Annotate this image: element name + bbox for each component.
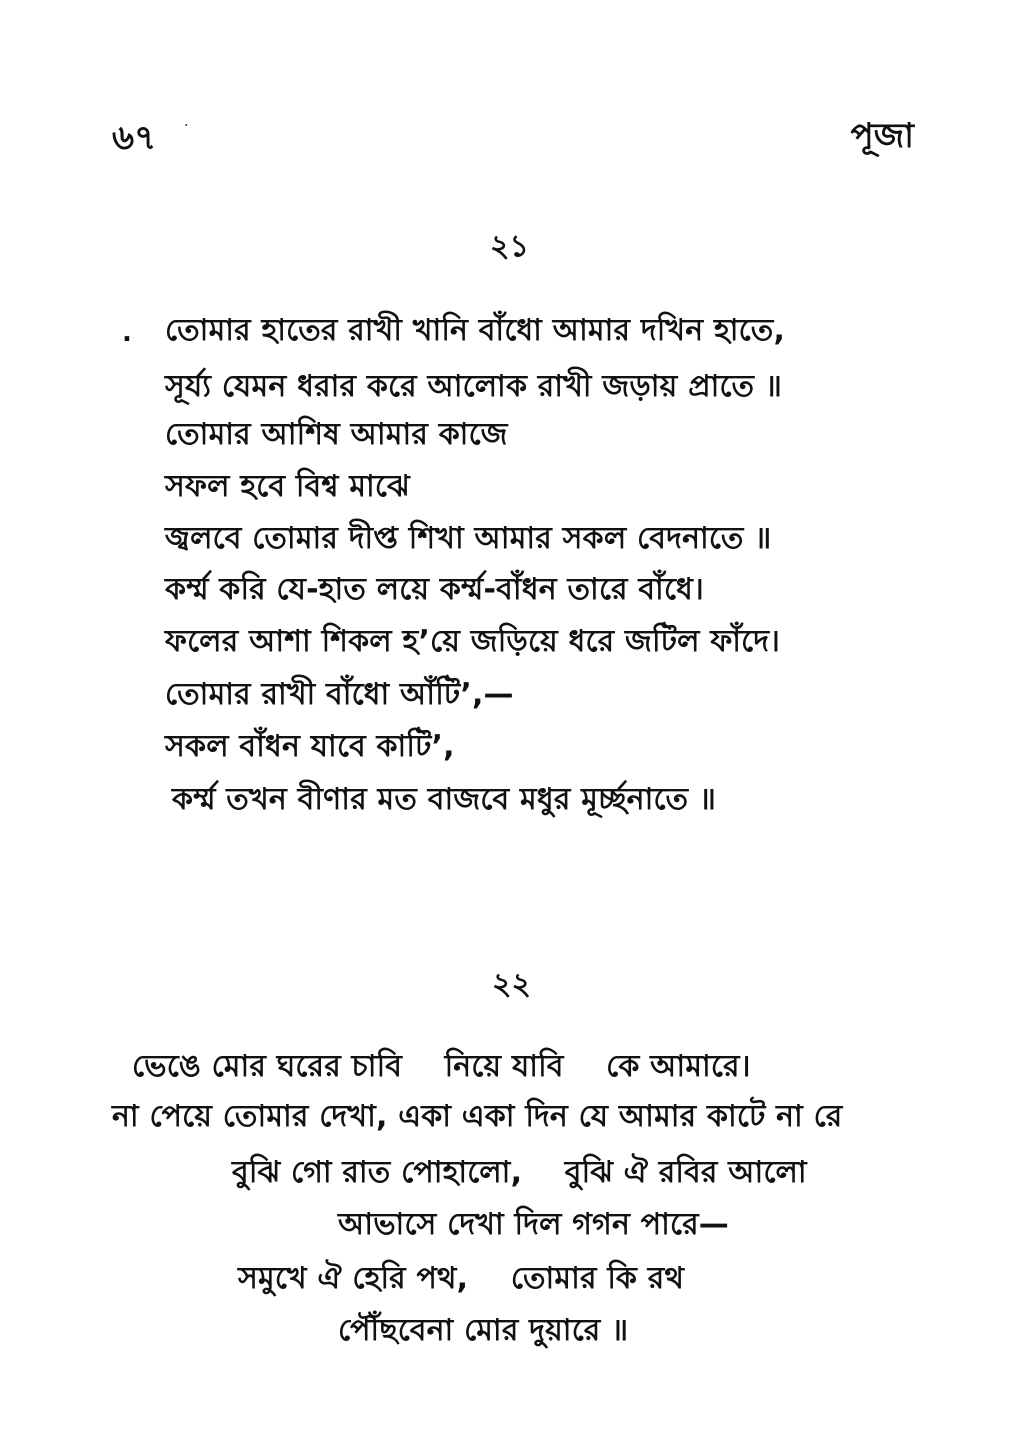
song-22-line-3: বুঝি গো রাত পোহালো, বুঝি ঐ রবির আলো bbox=[232, 1155, 807, 1190]
song-21-line-9: সকল বাঁধন যাবে কাটি’, bbox=[165, 729, 455, 764]
song-21-line-5: জ্বলবে তোমার দীপ্ত শিখা আমার সকল বেদনাতে ॥ bbox=[165, 521, 772, 556]
song-number-22: ২২ bbox=[492, 967, 532, 1002]
song-21-line-4: সফল হবে বিশ্ব মাঝে bbox=[165, 469, 410, 504]
song-21-line-1: তোমার হাতের রাখী খানি বাঁধো আমার দখিন হাতে, bbox=[165, 313, 786, 348]
song-21-line-2: সূর্য্য যেমন ধরার করে আলোক রাখী জড়ায় প্রাতে ॥ bbox=[165, 369, 783, 404]
song-number-21: ২১ bbox=[490, 229, 529, 264]
margin-mark: . bbox=[122, 318, 132, 348]
page-number: ৬৭ bbox=[112, 118, 157, 158]
song-22-line-6: পৌঁছবেনা মোর দুয়ারে ॥ bbox=[338, 1313, 629, 1348]
song-22-line-5: সমুখে ঐ হেরি পথ, তোমার কি রথ bbox=[238, 1261, 685, 1296]
song-21-line-10: কর্ম্ম তখন বীণার মত বাজবে মধুর মূর্চ্ছনাতে ॥ bbox=[172, 782, 717, 817]
song-21-line-7: ফলের আশা শিকল হ’য়ে জড়িয়ে ধরে জটিল ফাঁদে। bbox=[165, 624, 781, 659]
song-22-line-2: না পেয়ে তোমার দেখা, একা একা দিন যে আমার কাটে না রে bbox=[112, 1099, 843, 1134]
song-22-line-4: আভাসে দেখা দিল গগন পারে— bbox=[338, 1207, 729, 1242]
song-22-line-1: ভেঙে মোর ঘরের চাবি নিয়ে যাবি কে আমারে। bbox=[132, 1049, 751, 1084]
song-21-line-6: কর্ম্ম করি যে-হাত লয়ে কর্ম্ম-বাঁধন তারে বাঁধে। bbox=[165, 572, 704, 607]
song-21-line-8: তোমার রাখী বাঁধো আঁটি’,— bbox=[165, 677, 514, 712]
stray-mark: · bbox=[184, 118, 189, 134]
running-title: পূজা bbox=[850, 116, 914, 156]
song-21-line-3: তোমার আশিষ আমার কাজে bbox=[165, 417, 508, 452]
